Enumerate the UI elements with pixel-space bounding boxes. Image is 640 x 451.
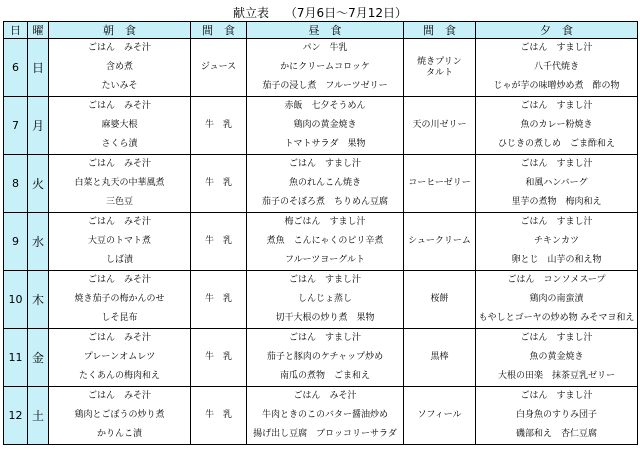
lunch-cell	[247, 387, 404, 445]
dinner-cell-item: ごはん すまし汁	[520, 159, 593, 169]
breakfast-cell-item: ごはん みそ汁	[87, 217, 151, 227]
dinner-cell-item: ごはん すまし汁	[520, 333, 593, 343]
col-snack-am: 間 食	[191, 22, 247, 39]
breakfast-cell-item: 麻婆大根	[101, 120, 138, 130]
snack-am-cell-item: 牛 乳	[204, 236, 232, 246]
dinner-cell-item: 八千代焼き	[533, 62, 579, 72]
snack-pm-cell	[404, 387, 476, 445]
header-row	[4, 22, 638, 39]
lunch-cell	[247, 97, 404, 155]
snack-pm-cell	[404, 97, 476, 155]
lunch-cell	[247, 39, 404, 97]
snack-pm-cell-item: 天の川ゼリー	[412, 120, 467, 130]
dinner-cell	[476, 213, 638, 271]
dinner-cell-item: 和風ハンバーグ	[525, 178, 588, 188]
day-number: 7	[4, 97, 28, 155]
col-breakfast: 朝 食	[49, 22, 191, 39]
snack-pm-cell-item: 焼きプリン タルト	[417, 56, 462, 78]
dinner-cell-item: ごはん すまし汁	[520, 101, 593, 111]
breakfast-cell-item: ごはん みそ汁	[87, 275, 151, 285]
breakfast-cell-item: ごはん みそ汁	[87, 101, 151, 111]
breakfast-cell	[49, 329, 191, 387]
breakfast-cell-item: 三色豆	[105, 197, 133, 207]
snack-am-cell-item: 牛 乳	[204, 294, 232, 304]
breakfast-cell-item: 含め煮	[105, 62, 133, 72]
day-of-week: 土	[28, 387, 49, 445]
dinner-cell	[476, 271, 638, 329]
day-of-week: 火	[28, 155, 49, 213]
snack-pm-cell	[404, 155, 476, 213]
breakfast-cell-item: しそ昆布	[101, 313, 138, 323]
title-period: （7月6日～7月12日）	[284, 6, 408, 20]
snack-pm-cell	[404, 213, 476, 271]
breakfast-cell-item: ごはん みそ汁	[87, 391, 151, 401]
lunch-cell	[247, 271, 404, 329]
snack-am-cell	[191, 39, 247, 97]
dinner-cell-item: もやしとゴーヤの炒め物 みそマヨ和え	[478, 313, 635, 323]
snack-pm-cell-item: シュークリーム	[408, 236, 471, 246]
lunch-cell-item: 揚げ出し豆腐 ブロッコリーサラダ	[253, 429, 397, 439]
lunch-cell-item: 鶏肉の黄金焼き	[293, 120, 357, 130]
dinner-cell-item: 大根の田楽 抹茶豆乳ゼリー	[497, 371, 615, 381]
lunch-cell-item: 茄子のそぼろ煮 ちりめん豆腐	[261, 197, 388, 207]
snack-pm-cell-item: コーヒーゼリー	[408, 178, 471, 188]
dinner-cell-item: 魚の黄金焼き	[529, 352, 584, 362]
breakfast-cell	[49, 387, 191, 445]
day-of-week: 月	[28, 97, 49, 155]
lunch-cell-item: 南瓜の煮物 ごま和え	[279, 371, 370, 381]
col-snack-pm: 間 食	[404, 22, 476, 39]
title-text: 献立表	[232, 6, 269, 20]
snack-am-cell-item: 牛 乳	[204, 120, 232, 130]
day-of-week: 水	[28, 213, 49, 271]
col-lunch: 昼 食	[247, 22, 404, 39]
dinner-cell-item: 白身魚のすりみ団子	[515, 410, 597, 420]
lunch-cell-item: 煮魚 こんにゃくのピリ辛煮	[266, 236, 384, 246]
lunch-cell-item: 赤飯 七夕そうめん	[284, 101, 366, 111]
snack-am-cell-item: ジュース	[200, 62, 237, 72]
breakfast-cell-item: ごはん みそ汁	[87, 43, 151, 53]
page-title	[0, 4, 640, 21]
snack-pm-cell	[404, 271, 476, 329]
breakfast-cell	[49, 271, 191, 329]
breakfast-cell-item: ごはん みそ汁	[87, 159, 151, 169]
lunch-cell-item: 梅ごはん すまし汁	[284, 217, 366, 227]
day-number: 6	[4, 39, 28, 97]
day-of-week: 金	[28, 329, 49, 387]
table-row	[4, 155, 638, 213]
dinner-cell	[476, 387, 638, 445]
table-row	[4, 97, 638, 155]
lunch-cell-item: ごはん すまし汁	[288, 333, 361, 343]
lunch-cell	[247, 155, 404, 213]
lunch-cell-item: パン 牛乳	[302, 43, 348, 53]
dinner-cell-item: 卵とじ 山芋の和え物	[511, 255, 602, 265]
day-number: 12	[4, 387, 28, 445]
dinner-cell-item: ひじきの煮しめ ごま酢和え	[497, 139, 615, 149]
breakfast-cell	[49, 213, 191, 271]
table-row	[4, 213, 638, 271]
menu-table	[3, 21, 638, 445]
breakfast-cell-item: しば漬	[105, 255, 133, 265]
lunch-cell-item: ごはん みそ汁	[293, 391, 357, 401]
breakfast-cell	[49, 39, 191, 97]
dinner-cell-item: ごはん すまし汁	[520, 43, 593, 53]
dinner-cell-item: ごはん すまし汁	[520, 391, 593, 401]
snack-am-cell	[191, 97, 247, 155]
lunch-cell-item: しんじょ蒸し	[297, 294, 352, 304]
table-row	[4, 271, 638, 329]
col-dinner: 夕 食	[476, 22, 638, 39]
lunch-cell-item: トマトサラダ 果物	[284, 139, 366, 149]
lunch-cell-item: 茄子と豚肉のケチャップ炒め	[266, 352, 384, 362]
lunch-cell-item: フルーツヨーグルト	[284, 255, 365, 265]
lunch-cell-item: 魚のれんこん焼き	[288, 178, 361, 188]
lunch-cell-item: 牛肉ときのこのバター醤油炒め	[261, 410, 388, 420]
day-number: 10	[4, 271, 28, 329]
snack-pm-cell-item: ソフィール	[417, 410, 462, 420]
lunch-cell	[247, 329, 404, 387]
snack-am-cell	[191, 271, 247, 329]
breakfast-cell	[49, 97, 191, 155]
breakfast-cell	[49, 155, 191, 213]
breakfast-cell-item: プレーンオムレツ	[83, 352, 156, 362]
dinner-cell-item: チキンカツ	[534, 236, 579, 246]
lunch-cell-item: かにクリームコロッケ	[280, 62, 370, 72]
dinner-cell-item: ごはん すまし汁	[520, 217, 593, 227]
dinner-cell	[476, 39, 638, 97]
table-row	[4, 39, 638, 97]
lunch-cell-item: 茄子の浸し煮 フルーツゼリー	[262, 81, 388, 91]
dinner-cell-item: 里芋の煮物 梅肉和え	[511, 197, 602, 207]
lunch-cell-item: ごはん すまし汁	[288, 159, 361, 169]
breakfast-cell-item: ごはん みそ汁	[87, 333, 151, 343]
snack-am-cell	[191, 213, 247, 271]
dinner-cell-item: ごはん コンソメスープ	[507, 275, 606, 285]
snack-pm-cell	[404, 39, 476, 97]
breakfast-cell-item: 白菜と丸天の中華風煮	[74, 178, 165, 188]
snack-pm-cell-item: 桜餅	[430, 294, 449, 304]
lunch-cell-item: ごはん すまし汁	[288, 275, 361, 285]
snack-am-cell	[191, 329, 247, 387]
breakfast-cell-item: 大豆のトマト煮	[87, 236, 151, 246]
dinner-cell	[476, 97, 638, 155]
day-of-week: 日	[28, 39, 49, 97]
snack-am-cell-item: 牛 乳	[204, 352, 232, 362]
day-number: 9	[4, 213, 28, 271]
snack-pm-cell	[404, 329, 476, 387]
day-number: 11	[4, 329, 28, 387]
snack-am-cell-item: 牛 乳	[204, 178, 232, 188]
lunch-cell-item: 切干大根の炒り煮 果物	[275, 313, 375, 323]
dinner-cell-item: じゃが芋の味噌炒め煮 酢の物	[493, 81, 620, 91]
lunch-cell	[247, 213, 404, 271]
snack-am-cell	[191, 387, 247, 445]
breakfast-cell-item: たいみそ	[101, 81, 138, 91]
breakfast-cell-item: たくあんの梅肉和え	[78, 371, 160, 381]
col-day: 日	[4, 22, 28, 39]
dinner-cell-item: 魚のカレー粉焼き	[520, 120, 593, 130]
dinner-cell-item: 鶏肉の南蛮漬	[529, 294, 584, 304]
dinner-cell	[476, 329, 638, 387]
breakfast-cell-item: 鶏肉とごぼうの炒り煮	[74, 410, 165, 420]
snack-am-cell	[191, 155, 247, 213]
table-row	[4, 329, 638, 387]
dinner-cell-item: 磯部和え 杏仁豆腐	[515, 429, 597, 439]
day-of-week: 木	[28, 271, 49, 329]
breakfast-cell-item: さくら漬	[101, 139, 138, 149]
dinner-cell	[476, 155, 638, 213]
snack-am-cell-item: 牛 乳	[204, 410, 232, 420]
day-number: 8	[4, 155, 28, 213]
table-row	[4, 387, 638, 445]
breakfast-cell-item: かりんこ漬	[96, 429, 142, 439]
breakfast-cell-item: 焼き茄子の梅かんのせ	[74, 294, 165, 304]
col-dow: 曜	[28, 22, 49, 39]
snack-pm-cell-item: 黒棒	[430, 352, 449, 362]
